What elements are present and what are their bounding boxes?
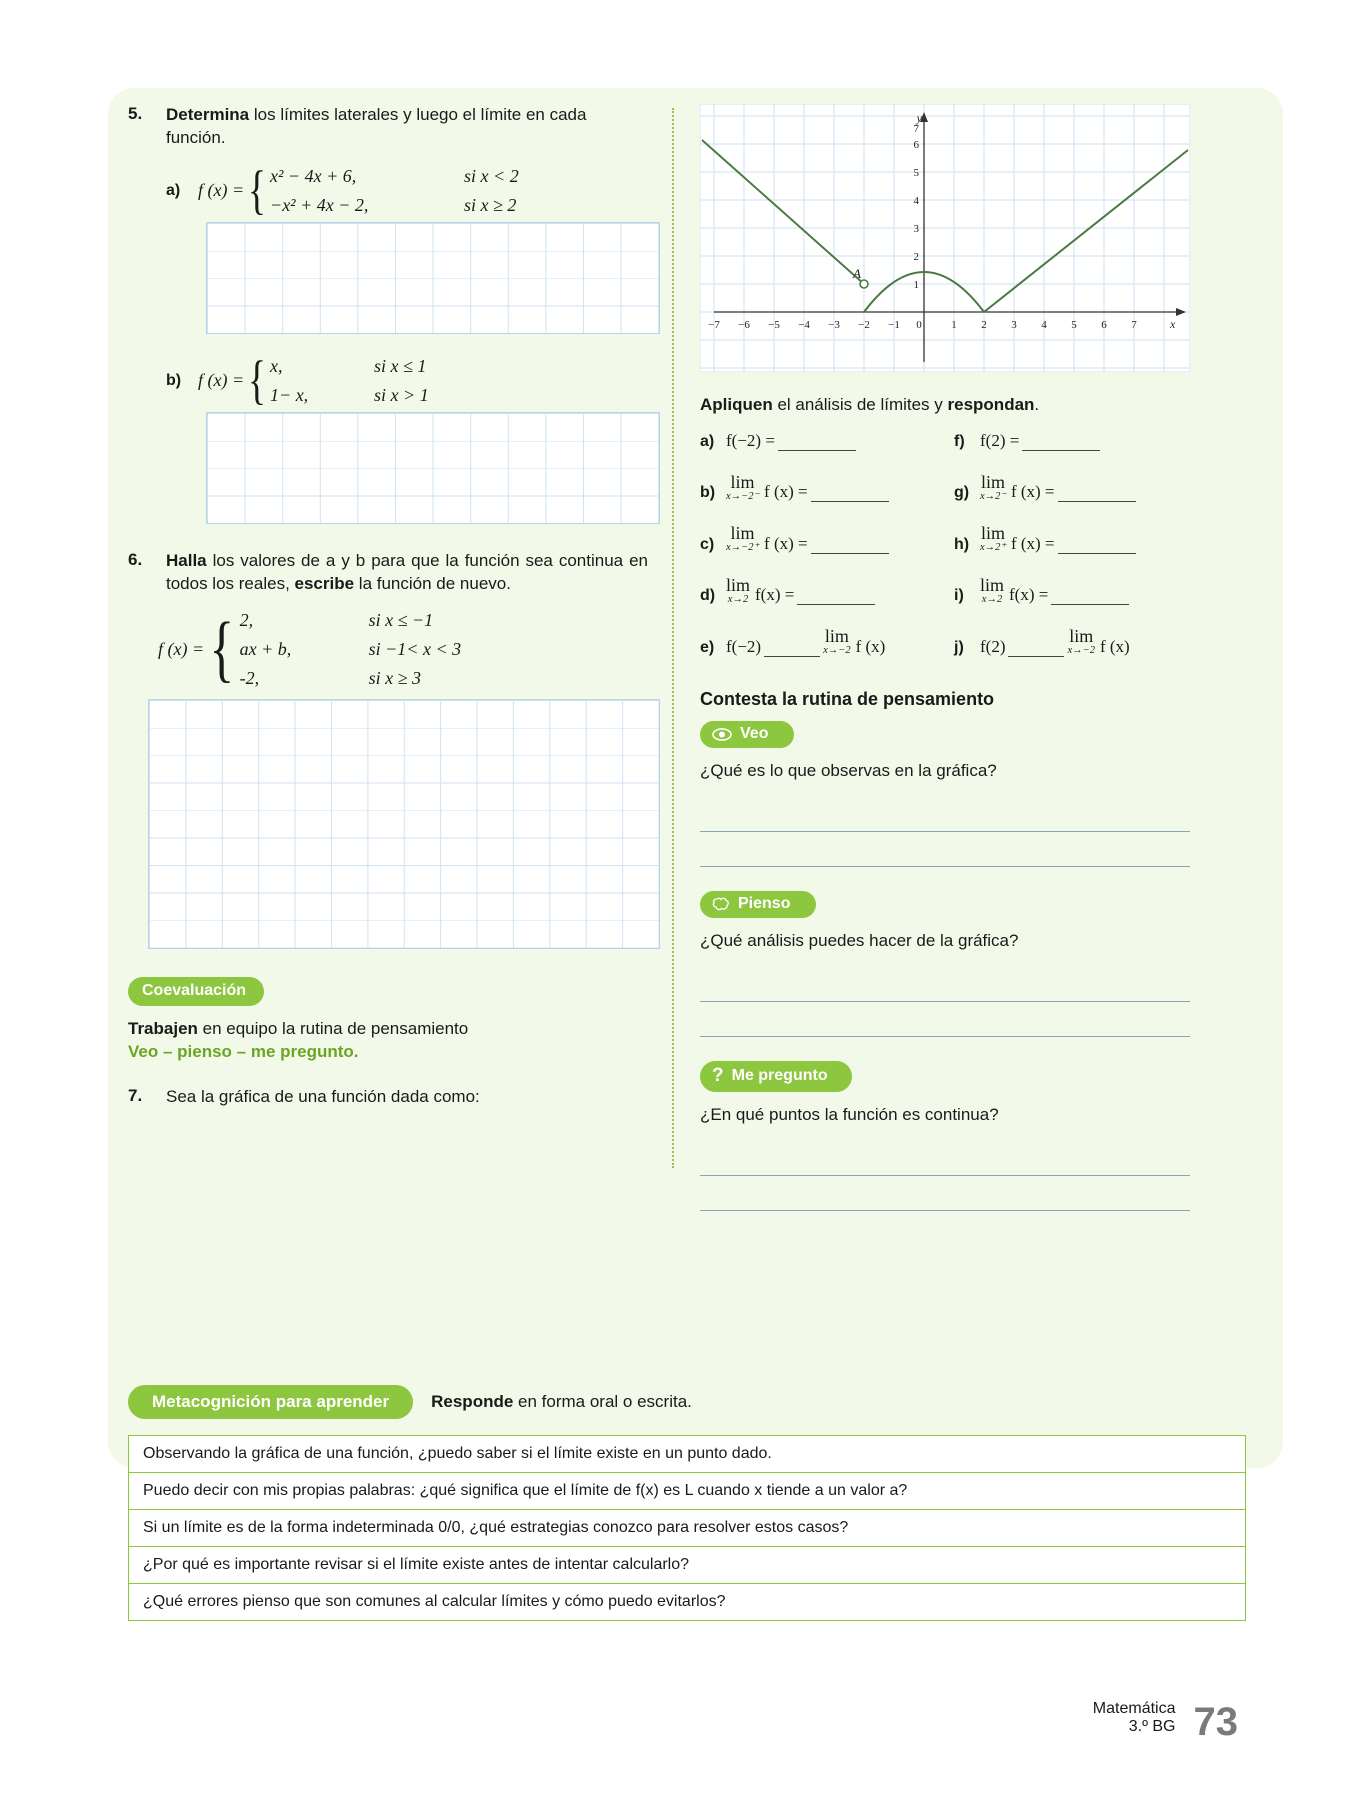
answer-expression: f(x) =	[1009, 585, 1049, 605]
veo-pill	[700, 721, 794, 748]
answer-item-c	[700, 524, 936, 554]
exercise-5	[128, 104, 648, 150]
answer-item-b	[700, 473, 936, 503]
svg-text:1: 1	[951, 319, 957, 331]
answer-label: a)	[700, 432, 715, 450]
svg-text:6: 6	[1101, 319, 1107, 331]
answer-expression: f (x) =	[764, 482, 808, 502]
svg-text:4: 4	[1041, 319, 1047, 331]
svg-text:4: 4	[913, 195, 919, 207]
answer-item-d	[700, 576, 936, 606]
coevaluacion-rest: en equipo la rutina de pensamiento	[197, 1018, 469, 1038]
answer-label: e)	[700, 638, 715, 656]
limit-operator: lim x→2⁻	[980, 471, 1006, 502]
case-expression: -2,	[239, 667, 260, 688]
answer-item-h	[954, 524, 1190, 554]
apliquen-bold1: Apliquen	[700, 395, 773, 414]
case-expression: −x² + 4x − 2,	[270, 194, 369, 215]
right-column	[700, 104, 1190, 1211]
exercise-5b-label: b)	[166, 371, 182, 389]
answer-item-a	[700, 431, 936, 451]
open-point-A	[860, 280, 868, 288]
svg-text:2: 2	[981, 319, 987, 331]
exercise-5b-fx: f (x) =	[198, 370, 245, 391]
svg-text:5: 5	[913, 167, 919, 179]
pienso-write-line-1[interactable]	[700, 967, 1190, 1002]
exercise-7-text: Sea la gráfica de una función dada como:	[166, 1086, 480, 1106]
column-divider	[672, 108, 674, 1168]
limit-operator: lim x→−2⁺	[726, 523, 760, 554]
answer-blank[interactable]	[1051, 591, 1129, 605]
metacognicion-row[interactable]: Si un límite es de la forma indeterminada 0/0, ¿qué estrategias conozco para resolver estos casos?	[128, 1509, 1246, 1547]
case-condition: si x > 1	[374, 384, 429, 405]
svg-text:−2: −2	[858, 319, 870, 331]
page-number: 73	[1193, 1700, 1238, 1744]
exercise-5a-label: a)	[166, 181, 181, 199]
answer-expression: f(2) =	[980, 430, 1020, 450]
answer-item-j	[954, 627, 1190, 657]
case-expression: 1− x,	[270, 384, 309, 405]
exercise-6-lead-mid: los valores de a y b para que la función sea continua en todos los reales,	[166, 550, 648, 593]
pienso-write-line-2[interactable]	[700, 1002, 1190, 1037]
case-condition: si −1< x < 3	[368, 638, 462, 659]
answer-label: g)	[954, 484, 970, 502]
metacognicion-bold: Responde	[431, 1391, 514, 1411]
me-pregunto-pill-label: Me pregunto	[731, 1067, 828, 1085]
rutina-title: Contesta la rutina de pensamiento	[700, 688, 995, 709]
exercise-6-function	[158, 607, 648, 690]
limit-subscript: x→−2	[823, 645, 851, 657]
exercise-6-lead-end: la función de nuevo.	[354, 573, 511, 593]
svg-text:3: 3	[913, 223, 919, 235]
answer-label: b)	[700, 484, 716, 502]
pienso-pill	[700, 891, 816, 918]
svg-text:7: 7	[913, 123, 919, 135]
answer-label: d)	[700, 587, 716, 605]
question-icon: ?	[712, 1065, 724, 1087]
case-expression: x,	[270, 355, 283, 376]
exercise-5-lead-rest: los límites laterales y luego el límite en cada función.	[166, 105, 587, 147]
answer-expression: f (x) =	[764, 533, 808, 553]
svg-text:−4: −4	[798, 319, 810, 331]
limit-subscript: x→2	[727, 593, 749, 605]
svg-text:y: y	[916, 111, 922, 125]
answer-expression-left: f(2)	[980, 636, 1006, 656]
answer-expression-right: f (x)	[1099, 636, 1130, 656]
answer-expression-left: f(−2)	[726, 636, 762, 656]
limit-operator: lim x→−2⁻	[726, 471, 760, 502]
svg-text:6: 6	[913, 139, 919, 151]
apliquen-heading	[700, 394, 1190, 417]
pienso-pill-label: Pienso	[738, 895, 791, 913]
brace-icon: {	[248, 350, 267, 411]
brain-icon	[712, 897, 730, 912]
metacognicion-row[interactable]: Puedo decir con mis propias palabras: ¿qué significa que el límite de f(x) es L cuando x tiende a un valor a?	[128, 1472, 1246, 1510]
coevaluacion-green-line: Veo – pienso – me pregunto.	[128, 1041, 359, 1061]
answer-blank[interactable]	[1022, 437, 1100, 451]
case-condition: si x < 2	[464, 165, 519, 186]
svg-text:−3: −3	[828, 319, 840, 331]
point-label-A: A	[853, 266, 861, 281]
exercise-6-fx: f (x) =	[158, 638, 205, 659]
apliquen-bold2: respondan	[947, 395, 1035, 414]
exercise-6-cases	[240, 610, 461, 689]
left-column	[128, 104, 648, 1119]
answer-label: f)	[954, 432, 965, 450]
metacognicion-pill	[128, 1385, 413, 1419]
case-expression: 2,	[239, 609, 254, 630]
exercise-5a-fx: f (x) =	[198, 180, 245, 201]
answer-grid-5a[interactable]	[206, 222, 660, 334]
svg-text:−5: −5	[768, 319, 780, 331]
case-condition: si x ≤ −1	[368, 609, 434, 630]
svg-text:−1: −1	[888, 319, 900, 331]
metacognicion-rest: en forma oral o escrita.	[513, 1391, 692, 1411]
brace-icon: {	[248, 160, 267, 221]
veo-question: ¿Qué es lo que observas en la gráfica?	[700, 761, 997, 781]
answer-blank[interactable]	[797, 591, 875, 605]
svg-text:2: 2	[913, 251, 919, 263]
metacognicion-pill-label: Metacognición para aprender	[152, 1392, 390, 1411]
exercise-5b-cases	[270, 356, 429, 406]
metacognicion-row[interactable]: ¿Por qué es importante revisar si el límite existe antes de intentar calcularlo?	[128, 1546, 1246, 1584]
exercise-5b	[166, 350, 648, 411]
exercise-7-number: 7.	[128, 1085, 143, 1105]
answer-blank[interactable]	[764, 643, 820, 657]
limit-operator: lim x→−2	[823, 626, 851, 657]
answer-expression: f(x) =	[755, 585, 795, 605]
answer-expression-right: f (x)	[855, 636, 886, 656]
svg-text:7: 7	[1131, 319, 1137, 331]
case-condition: si x ≥ 2	[464, 194, 517, 215]
me-pregunto-write-line-2[interactable]	[700, 1176, 1190, 1211]
rutina-section	[700, 687, 1190, 1211]
case-expression: x² − 4x + 6,	[270, 165, 357, 186]
apliquen-answers	[700, 431, 1190, 657]
metacognicion-row[interactable]: Observando la gráfica de una función, ¿puedo saber si el límite existe en un punto dado.	[128, 1435, 1246, 1473]
metacognicion-instruction	[431, 1391, 692, 1414]
graph-svg	[700, 104, 1190, 372]
exercise-6-lead-bold2: escribe	[294, 573, 355, 593]
limit-subscript: x→−2⁺	[726, 542, 760, 554]
coevaluacion-pill-label: Coevaluación	[142, 981, 247, 999]
limit-operator: lim x→2⁺	[980, 523, 1006, 554]
metacognicion-row[interactable]: ¿Qué errores pienso que son comunes al calcular límites y cómo puedo evitarlos?	[128, 1583, 1246, 1621]
footer-level: 3.º BG	[1128, 1718, 1176, 1735]
answer-blank[interactable]	[1058, 488, 1136, 502]
answer-blank[interactable]	[1058, 540, 1136, 554]
answer-blank[interactable]	[778, 437, 856, 451]
answer-item-i	[954, 576, 1190, 606]
limit-operator: lim x→−2	[1067, 626, 1095, 657]
case-condition: si x ≤ 1	[374, 355, 427, 376]
pienso-question: ¿Qué análisis puedes hacer de la gráfica?	[700, 931, 1019, 951]
eye-icon	[712, 728, 732, 741]
exercise-5-number: 5.	[128, 104, 143, 123]
answer-expression: f (x) =	[1010, 482, 1055, 502]
case-expression: ax + b,	[239, 638, 292, 659]
exercise-6	[128, 550, 648, 596]
limit-operator: lim x→2	[726, 574, 751, 605]
coevaluacion-bold: Trabajen	[128, 1018, 198, 1038]
limit-operator: lim x→2	[980, 574, 1005, 605]
svg-text:3: 3	[1011, 319, 1017, 331]
answer-blank[interactable]	[811, 540, 889, 554]
brace-icon: {	[209, 607, 235, 690]
answer-blank[interactable]	[811, 488, 889, 502]
exercise-5-lead-bold: Determina	[166, 105, 250, 124]
answer-label: h)	[954, 535, 970, 553]
veo-pill-label: Veo	[740, 725, 769, 743]
svg-text:−6: −6	[738, 319, 750, 331]
answer-blank[interactable]	[1008, 643, 1064, 657]
coevaluacion-block	[128, 977, 648, 1064]
page-footer	[1093, 1700, 1238, 1745]
exercise-7	[128, 1086, 648, 1109]
answer-item-g	[954, 473, 1190, 503]
limit-subscript: x→2⁻	[980, 490, 1006, 502]
me-pregunto-write-line-1[interactable]	[700, 1141, 1190, 1176]
answer-item-f	[954, 431, 1190, 451]
case-condition: si x ≥ 3	[368, 667, 422, 688]
answer-item-e	[700, 627, 936, 657]
svg-text:x: x	[1170, 317, 1176, 331]
coevaluacion-pill	[128, 977, 264, 1006]
answer-grid-6[interactable]	[148, 699, 660, 949]
veo-write-line-2[interactable]	[700, 832, 1190, 867]
answer-grid-5b[interactable]	[206, 412, 660, 524]
footer-subject: Matemática	[1092, 1700, 1176, 1717]
limit-subscript: x→−2⁻	[726, 490, 760, 502]
me-pregunto-question: ¿En qué puntos la función es continua?	[700, 1105, 999, 1125]
svg-text:5: 5	[1071, 319, 1077, 331]
metacognicion-header	[128, 1385, 692, 1419]
me-pregunto-pill	[700, 1061, 852, 1092]
answer-label: i)	[954, 587, 964, 605]
veo-write-line-1[interactable]	[700, 797, 1190, 832]
svg-text:1: 1	[913, 279, 919, 291]
function-graph	[700, 104, 1190, 372]
answer-expression: f (x) =	[1010, 533, 1055, 553]
exercise-6-lead-bold: Halla	[166, 550, 207, 570]
metacognicion-rows	[128, 1435, 1246, 1620]
limit-subscript: x→2⁺	[980, 542, 1006, 554]
answer-label: c)	[700, 535, 715, 553]
exercise-5a	[166, 160, 648, 221]
answer-expression: f(−2) =	[726, 430, 775, 450]
limit-subscript: x→2	[981, 593, 1003, 605]
exercise-5a-cases	[270, 166, 519, 216]
limit-subscript: x→−2	[1067, 645, 1095, 657]
apliquen-end: .	[1034, 395, 1040, 414]
exercise-6-number: 6.	[128, 549, 143, 569]
answer-label: j)	[954, 638, 964, 656]
svg-text:0: 0	[916, 319, 922, 331]
svg-text:−7: −7	[708, 319, 720, 331]
apliquen-mid: el análisis de límites y	[772, 395, 948, 414]
